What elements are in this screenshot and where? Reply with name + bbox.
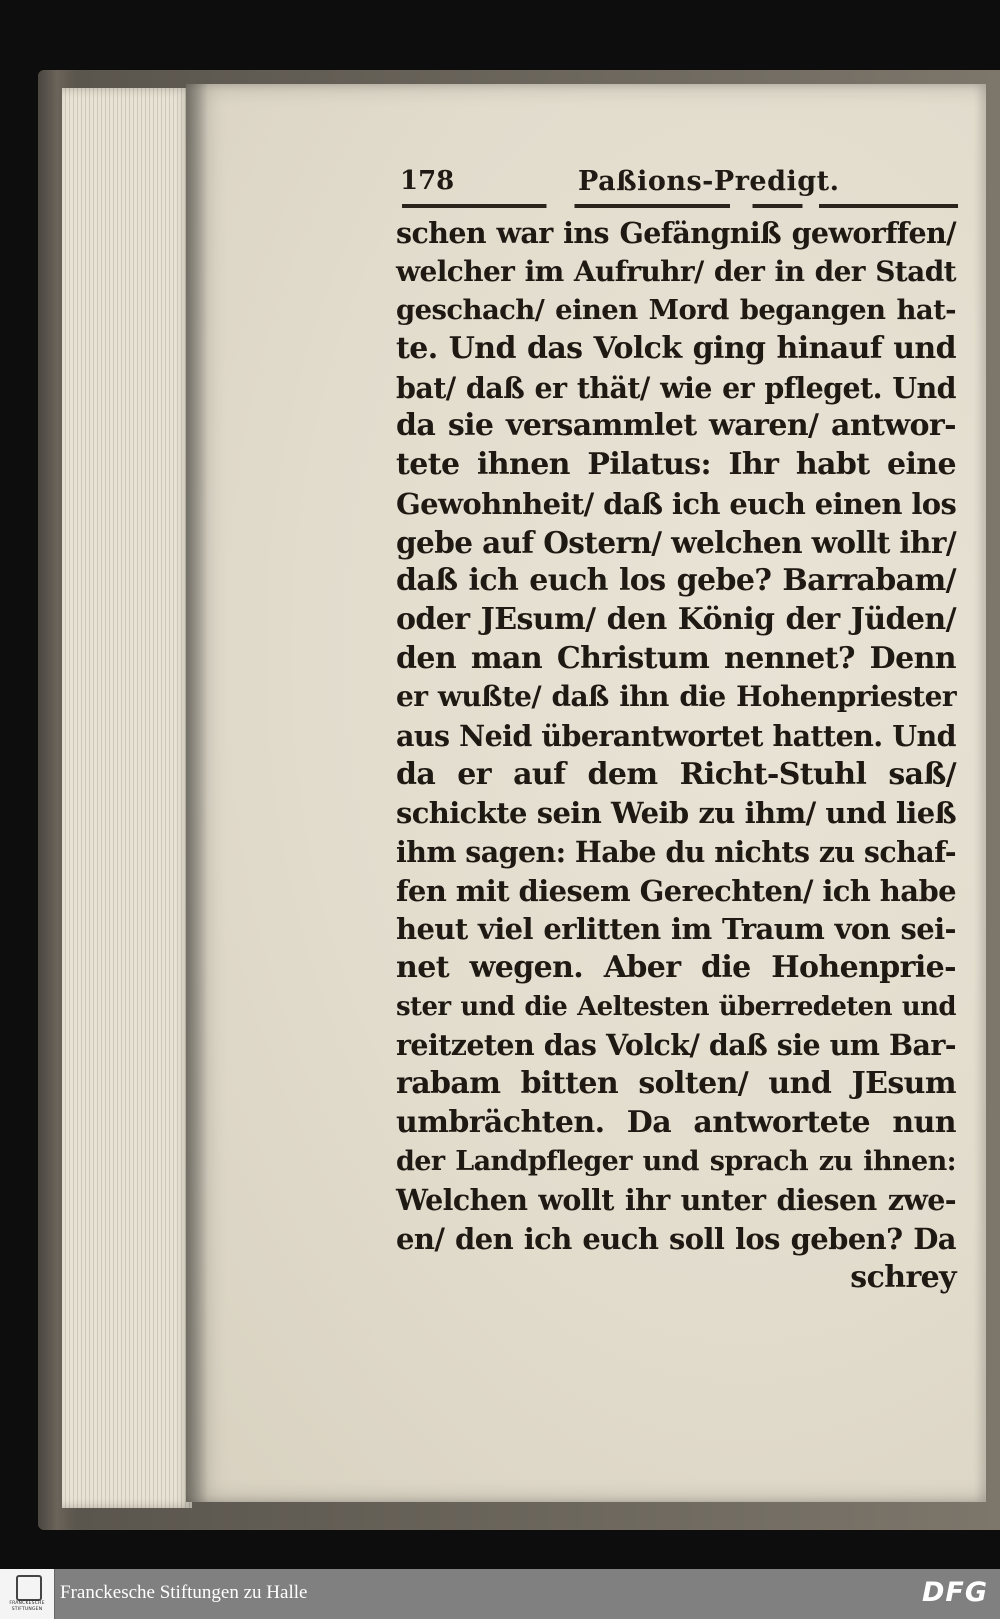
text-line: geschach/ einen Mord begangen hat- [396,294,956,327]
running-title: Paßions-Predigt. [578,166,840,197]
text-line: reitzeten das Volck/ daß sie um Bar- [396,1028,956,1063]
page-number: 178 [400,166,455,196]
text-line: Welchen wollt ihr unter diesen zwe- [396,1183,956,1218]
running-head [400,166,960,206]
text-line: daß ich euch los gebe? Barrabam/ [396,563,956,599]
text-line: schen war ins Gefängniß geworffen/ [396,216,956,250]
institution-name: Franckesche Stiftungen zu Halle [60,1582,308,1603]
text-line: rabam bitten solten/ und JEsum [396,1066,956,1102]
text-line: aus Neid überantwortet hatten. Und [396,718,956,753]
text-line: tete ihnen Pilatus: Ihr habt eine [396,447,956,483]
viewer-footer [0,1569,1000,1619]
text-line: er wußte/ daß ihn die Hohenpriester [396,680,956,714]
text-line: den man Christum nennet? Denn [396,640,956,676]
text-line: der Landpfleger und sprach zu ihnen: [396,1145,956,1177]
body-text [396,214,956,1297]
text-line: da sie versammlet waren/ antwor- [396,408,956,444]
text-line: bat/ daß er thät/ wie er pfleget. Und [396,370,956,405]
header-rule [402,204,958,208]
text-line: da er auf dem Richt-Stuhl saß/ [396,756,956,792]
text-line: schickte sein Weib zu ihm/ und ließ [396,796,956,831]
text-line: heut viel erlitten im Traum von sei- [396,912,956,947]
text-line: gebe auf Ostern/ welchen wollt ihr/ [396,524,956,560]
text-line: ster und die Aeltesten überredeten und [396,991,956,1022]
text-line: oder JEsum/ den König der Jüden/ [396,601,956,637]
text-line: te. Und das Volck ging hinauf und [396,331,956,367]
text-line: ihm sagen: Habe du nichts zu schaf- [396,835,956,869]
text-line: net wegen. Aber die Hohenprie- [396,950,956,986]
gutter-shadow [186,84,208,1502]
text-line: umbrächten. Da antwortete nun [396,1104,956,1140]
dfg-logo[interactable]: DFG [921,1577,988,1608]
logo-text: FRANCKESCHE STIFTUNGEN [9,1601,45,1612]
institution-logo[interactable] [0,1569,55,1619]
text-line: en/ den ich euch soll los geben? Da [396,1221,956,1256]
text-line: welcher im Aufruhr/ der in der Stadt [396,254,956,288]
logo-mark-icon [16,1575,42,1601]
page-edges [62,88,192,1508]
text-line: fen mit diesem Gerechten/ ich habe [396,873,956,908]
text-line: Gewohnheit/ daß ich euch einen los [396,486,957,521]
catchword: schrey [850,1259,956,1295]
